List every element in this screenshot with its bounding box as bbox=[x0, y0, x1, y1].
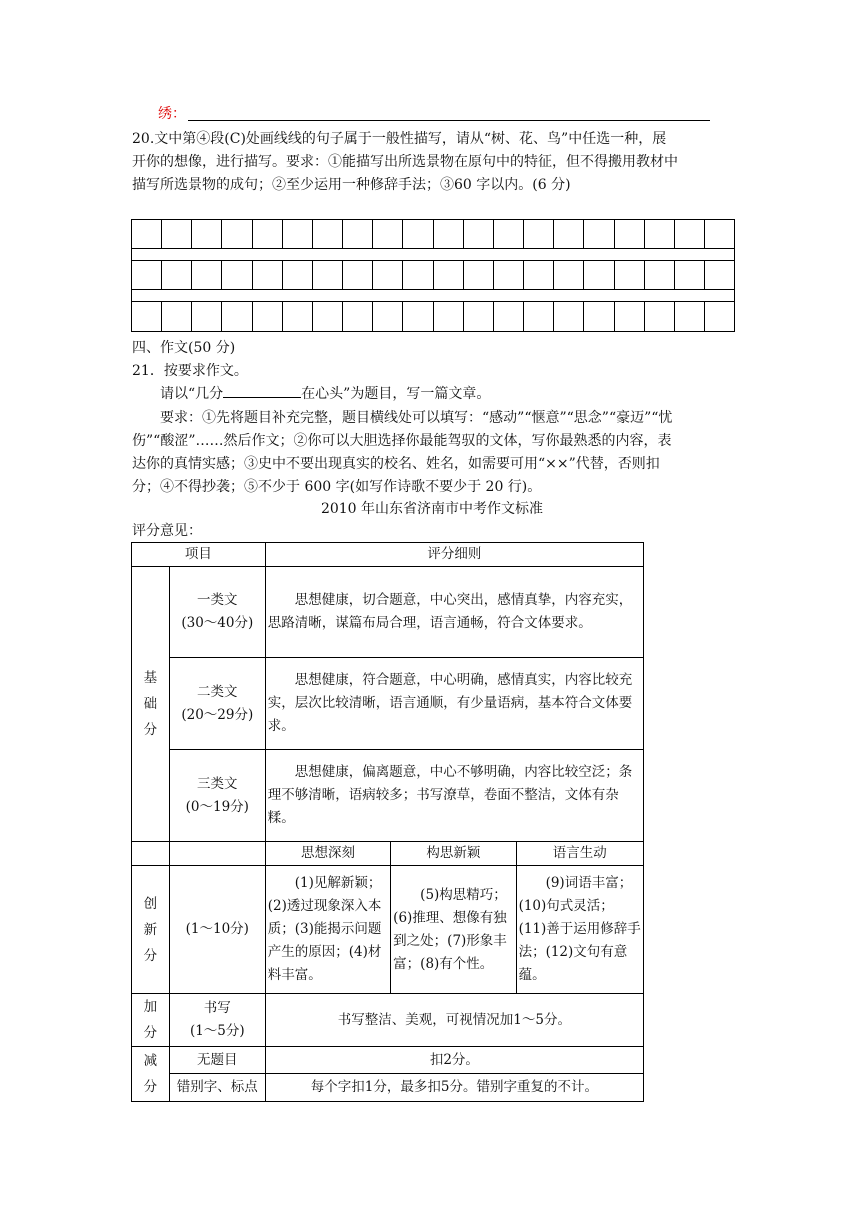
bonus-score-label: 加 分 bbox=[132, 994, 170, 1047]
q21-prompt-after: 在心头”为题目，写一篇文章。 bbox=[301, 386, 491, 402]
q19-answer-label bbox=[158, 103, 768, 125]
table-row bbox=[132, 1074, 644, 1102]
bonus-range: (1～5分) bbox=[189, 1023, 245, 1039]
grade-range: (20～29分) bbox=[181, 706, 254, 723]
deduct-typo: 错别字、标点 bbox=[169, 1074, 265, 1102]
grade-description: 思想健康，符合题意，中心明确，感情真实，内容比较充实，层次比较清晰，语言通顺，有少量语病，基本符合文体要求。 bbox=[265, 658, 643, 750]
grade-description: 思想健康，偏离题意，中心不够明确，内容比较空泛；条理不够清晰，语病较多；书写潦草，卷面不整洁，文体有杂糅。 bbox=[265, 750, 643, 842]
deduct-no-title-rule: 扣2分。 bbox=[265, 1047, 643, 1074]
q19-label: 绣： bbox=[158, 106, 186, 122]
innovation-col2: (5)构思精巧；(6)推理、想像有独到之处；(7)形象丰富；(8)有个性。 bbox=[391, 866, 516, 994]
q21-prompt-before: 请以“几分 bbox=[160, 386, 224, 402]
deduct-score-label: 减 分 bbox=[132, 1047, 170, 1102]
standard-title: 2010 年山东省济南市中考作文标准 bbox=[320, 501, 544, 517]
table-header-row bbox=[132, 543, 644, 567]
grade-cell bbox=[169, 750, 265, 842]
grade-cell bbox=[169, 658, 265, 750]
header-detail: 评分细则 bbox=[265, 543, 643, 567]
table-row bbox=[132, 750, 644, 842]
table-row bbox=[132, 994, 644, 1047]
bonus-name: 书写 bbox=[203, 1000, 231, 1016]
q21-prompt bbox=[160, 383, 770, 405]
answer-blank-line[interactable] bbox=[188, 120, 710, 121]
header-item: 项目 bbox=[132, 543, 266, 567]
bonus-cell bbox=[169, 994, 265, 1047]
grade-range: (30～40分) bbox=[181, 615, 254, 631]
deduct-typo-rule: 每个字扣1分，最多扣5分。错别字重复的不计。 bbox=[265, 1074, 643, 1102]
grade-cell bbox=[169, 567, 265, 658]
grade-range: (0～19分) bbox=[185, 798, 249, 815]
table-row bbox=[132, 1047, 644, 1074]
grid-row[interactable] bbox=[132, 261, 734, 290]
innovation-col3-head: 语言生动 bbox=[516, 842, 643, 866]
innovation-col1: (1)见解新颖；(2)透过现象深入本质；(3)能揭示问题产生的原因；(4)材料丰富。 bbox=[265, 866, 390, 994]
q21-req1: 要求：①先将题目补充完整，题目横线处可以填写：“感动”“惬意”“思念”“豪迈”“忧 bbox=[160, 410, 673, 426]
q21-req4: 分；④不得抄袭；⑤不少于 600 字(如写作诗歌不要少于 20 行)。 bbox=[132, 479, 542, 495]
q21-line1: 21．按要求作文。 bbox=[132, 363, 248, 379]
innovation-score-label: 创 新 分 bbox=[132, 866, 170, 994]
innovation-range: (1～10分) bbox=[169, 866, 265, 994]
scoring-opinion-label: 评分意见： bbox=[132, 523, 202, 539]
writing-grid[interactable] bbox=[131, 219, 735, 332]
q21-req2: 伤”“酸涩”……然后作文；②你可以大胆选择你最能驾驭的文体，写你最熟悉的内容，表 bbox=[132, 433, 672, 449]
scoring-table bbox=[131, 542, 644, 1102]
q20-line2: 开你的想像，进行描写。要求：①能描写出所选景物在原句中的特征，但不得搬用教材中 bbox=[132, 154, 678, 170]
bonus-description: 书写整洁、美观，可视情况加1～5分。 bbox=[265, 994, 643, 1047]
innovation-col2-head: 构思新颖 bbox=[391, 842, 516, 866]
section4-title: 四、作文(50 分) bbox=[132, 340, 236, 356]
grade-name: 二类文 bbox=[197, 683, 238, 700]
q20-line3: 描写所选景物的成句；②至少运用一种修辞手法；③60 字以内。(6 分) bbox=[132, 177, 571, 193]
title-blank[interactable] bbox=[223, 383, 301, 398]
grade-name: 一类文 bbox=[197, 592, 238, 608]
table-row bbox=[132, 866, 644, 994]
innovation-header-row bbox=[132, 842, 644, 866]
q20-line1: 20.文中第④段(C)处画线线的句子属于一般性描写，请从“树、花、鸟”中任选一种，展 bbox=[132, 131, 667, 147]
deduct-no-title: 无题目 bbox=[169, 1047, 265, 1074]
grid-row[interactable] bbox=[132, 220, 734, 249]
innovation-col1-head: 思想深刻 bbox=[265, 842, 390, 866]
base-score-label: 基 础 分 bbox=[132, 567, 170, 842]
grade-description: 思想健康，切合题意，中心突出，感情真挚，内容充实，思路清晰，谋篇布局合理，语言通畅，符合文体要求。 bbox=[265, 567, 643, 658]
table-row bbox=[132, 658, 644, 750]
grid-row[interactable] bbox=[132, 302, 734, 331]
q21-req3: 达你的真情实感；③史中不要出现真实的校名、姓名，如需要可用“××”代替，否则扣 bbox=[132, 456, 660, 472]
grade-name: 三类文 bbox=[197, 775, 238, 792]
innovation-col3: (9)词语丰富；(10)句式灵活；(11)善于运用修辞手法；(12)文句有意蕴。 bbox=[516, 866, 643, 994]
table-row bbox=[132, 567, 644, 658]
